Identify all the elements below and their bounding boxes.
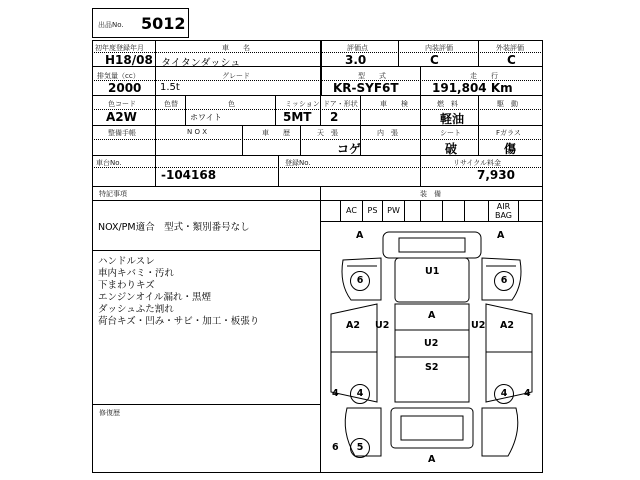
wheel-rear-left: 4 [350, 384, 370, 404]
defect-note: ダッシュふた割れ [98, 304, 174, 315]
year-label: 初年度登録年月 [95, 44, 144, 52]
exterior-grade: C [507, 53, 516, 67]
transmission-label: ミッション [285, 100, 320, 108]
wheel-front-right: 6 [494, 271, 514, 291]
mark-bottom-left-outer: 6 [332, 442, 339, 453]
inspection-label: 車 検 [380, 100, 408, 108]
model-label: 型 式 [358, 72, 386, 80]
grade: 1.5t [160, 82, 180, 93]
mark-u2-right: U2 [471, 320, 486, 331]
mark-u2-center: U2 [424, 338, 439, 349]
fuel: 軽油 [440, 112, 465, 126]
interior-trim-label: 内 張 [377, 129, 398, 137]
mark-top-left: A [356, 230, 364, 241]
equipment-cell [320, 201, 340, 221]
mark-a-center: A [428, 310, 436, 321]
displacement-label: 排気量（cc） [97, 72, 140, 80]
equipment-ac: AC [340, 201, 362, 221]
mileage: 191,804 Km [432, 81, 513, 95]
exhibit-number-box [92, 8, 189, 38]
defect-note: ハンドルスレ [98, 256, 155, 267]
front-glass-label: Fガラス [496, 129, 521, 137]
special-note: NOX/PM適合 型式・類別番号なし [98, 222, 250, 233]
equipment-cell [442, 201, 464, 221]
color-label: 色 [228, 100, 235, 108]
doors: 2 [330, 110, 339, 124]
equipment-airbag: AIR BAG [488, 201, 518, 221]
equipment-cell [404, 201, 420, 221]
mark-rear-right-outer: 4 [524, 388, 531, 399]
mark-u1: U1 [425, 266, 440, 277]
mark-bottom-center: A [428, 454, 436, 465]
car-name: タイタンダッシュ [161, 58, 241, 69]
mark-a2-left: A2 [346, 320, 360, 331]
defect-note: 車内キバミ・汚れ [98, 268, 175, 279]
exhibit-number: 5012 [141, 14, 186, 33]
recycle-fee-label: リサイクル料金 [453, 159, 502, 167]
seat-condition: 破 [445, 142, 458, 156]
drive-label: 駆 動 [497, 100, 518, 108]
score-label: 評価点 [347, 44, 368, 52]
transmission: 5MT [283, 110, 312, 124]
exhibit-number-label: 出品No. [98, 21, 124, 29]
interior-grade-label: 内装評価 [425, 44, 453, 52]
mark-a2-right: A2 [500, 320, 514, 331]
special-notes-heading: 特記事項 [99, 190, 127, 198]
equipment-ps: PS [362, 201, 382, 221]
mark-top-right: A [497, 230, 505, 241]
recycle-fee: 7,930 [477, 168, 515, 182]
color-code: A2W [106, 110, 137, 124]
mark-s2-center: S2 [425, 362, 439, 373]
fuel-label: 燃 料 [437, 100, 458, 108]
wheel-front-left: 6 [350, 271, 370, 291]
mileage-label: 走 行 [470, 72, 498, 80]
first-registration: H18/08 [105, 53, 153, 67]
grade-label: グレード [222, 72, 250, 80]
defect-note: 荷台キズ・凹み・サビ・加工・板張り [98, 316, 260, 327]
mark-u2-left: U2 [375, 320, 390, 331]
equipment-heading: 装 備 [420, 190, 441, 198]
defect-note: 下まわりキズ [98, 280, 155, 291]
wheel-rear-right: 4 [494, 384, 514, 404]
equipment-pw: PW [382, 201, 404, 221]
repair-history-heading: 修復歴 [99, 409, 120, 417]
exterior-grade-label: 外装評価 [496, 44, 524, 52]
model-code: KR-SYF6T [333, 81, 399, 95]
wheel-bottom-left: 5 [350, 438, 370, 458]
car-name-label: 車 名 [222, 44, 250, 52]
evaluation-score: 3.0 [345, 53, 367, 67]
color-code-label: 色コード [108, 100, 136, 108]
color-change-label: 色替 [164, 100, 178, 108]
ceiling-condition: コゲ [337, 142, 362, 156]
color: ホワイト [190, 113, 222, 122]
interior-grade: C [430, 53, 439, 67]
registration-label: 登録No. [285, 159, 311, 167]
manual-label: 整備手帳 [108, 129, 136, 137]
glass-condition: 傷 [504, 142, 517, 156]
equipment-cell [464, 201, 488, 221]
ceiling-label: 天 張 [317, 129, 338, 137]
equipment-cell [518, 201, 543, 221]
defect-note: エンジンオイル漏れ・黒煙 [98, 292, 212, 303]
door-shape-label: ドア・形状 [323, 100, 358, 108]
equipment-cell [420, 201, 442, 221]
mark-rear-left-outer: 4 [332, 388, 339, 399]
chassis-number: -104168 [161, 168, 217, 182]
seat-label: シート [440, 129, 461, 137]
nox-label: N O X [187, 128, 207, 136]
displacement: 2000 [108, 81, 142, 95]
chassis-label: 車台No. [96, 159, 122, 167]
history-label: 車 歴 [262, 129, 290, 137]
